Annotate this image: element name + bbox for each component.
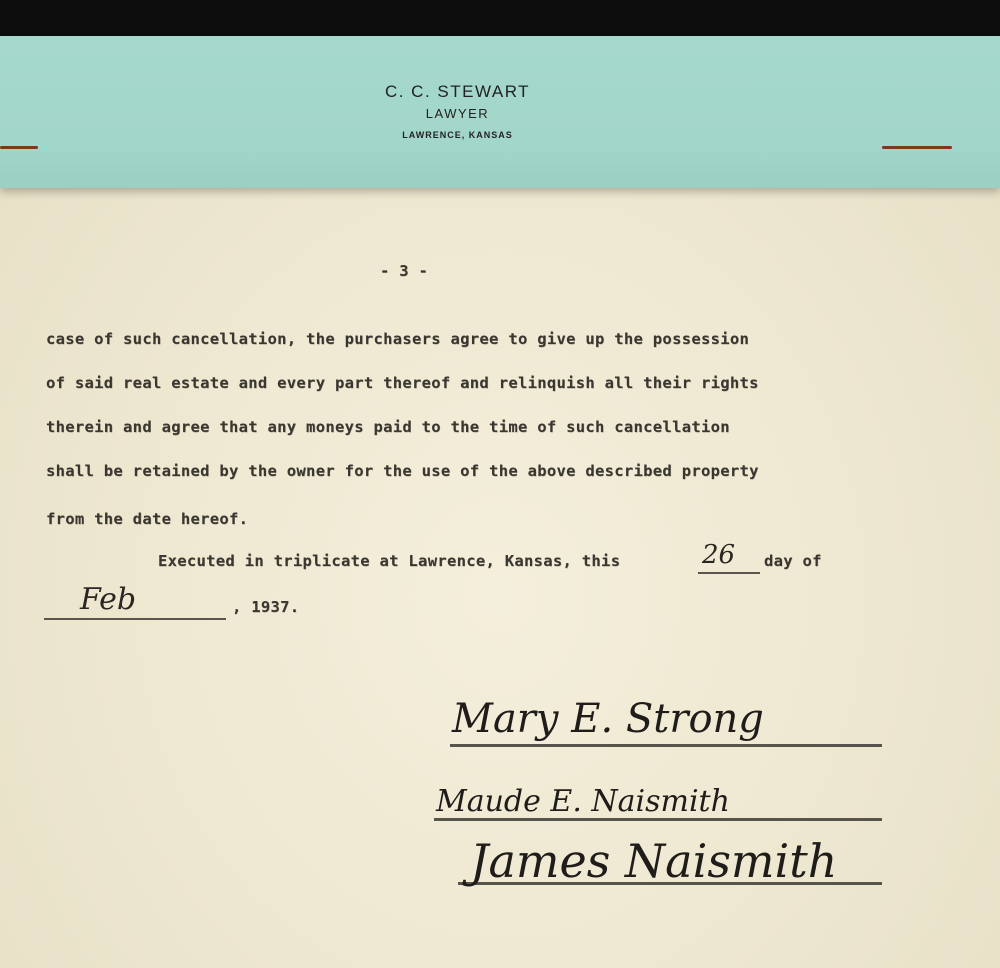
signature-james-naismith: James Naismith: [470, 834, 838, 888]
executed-suffix: day of: [764, 552, 822, 570]
day-underline: [698, 572, 760, 574]
staple-left: [0, 146, 38, 149]
staple-right: [882, 146, 952, 149]
body-line-4: shall be retained by the owner for the use of the above described property: [46, 462, 759, 480]
paper-watermark: [880, 300, 1000, 540]
executed-prefix: Executed in triplicate at Lawrence, Kansas, this: [158, 552, 621, 570]
body-line-5: from the date hereof.: [46, 510, 249, 528]
signature-maude-naismith: Maude E. Naismith: [436, 784, 730, 819]
letterhead: [0, 36, 1000, 188]
signature-mary-strong: Mary E. Strong: [452, 696, 764, 742]
page-number: - 3 -: [380, 262, 429, 280]
letterhead-city: LAWRENCE, KANSAS: [402, 130, 513, 140]
letterhead-name: C. C. STEWART: [384, 82, 531, 101]
handwritten-month: Feb: [80, 582, 137, 617]
month-underline: [44, 618, 226, 620]
body-line-2: of said real estate and every part thereof and relinquish all their rights: [46, 374, 759, 392]
body-line-3: therein and agree that any moneys paid to the time of such cancellation: [46, 418, 730, 436]
letterhead-title: LAWYER: [425, 106, 490, 121]
body-line-1: case of such cancellation, the purchasers agree to give up the possession: [46, 330, 750, 348]
handwritten-day: 26: [702, 540, 736, 570]
signature-line-1: [450, 744, 882, 747]
execution-year: , 1937.: [232, 598, 300, 616]
